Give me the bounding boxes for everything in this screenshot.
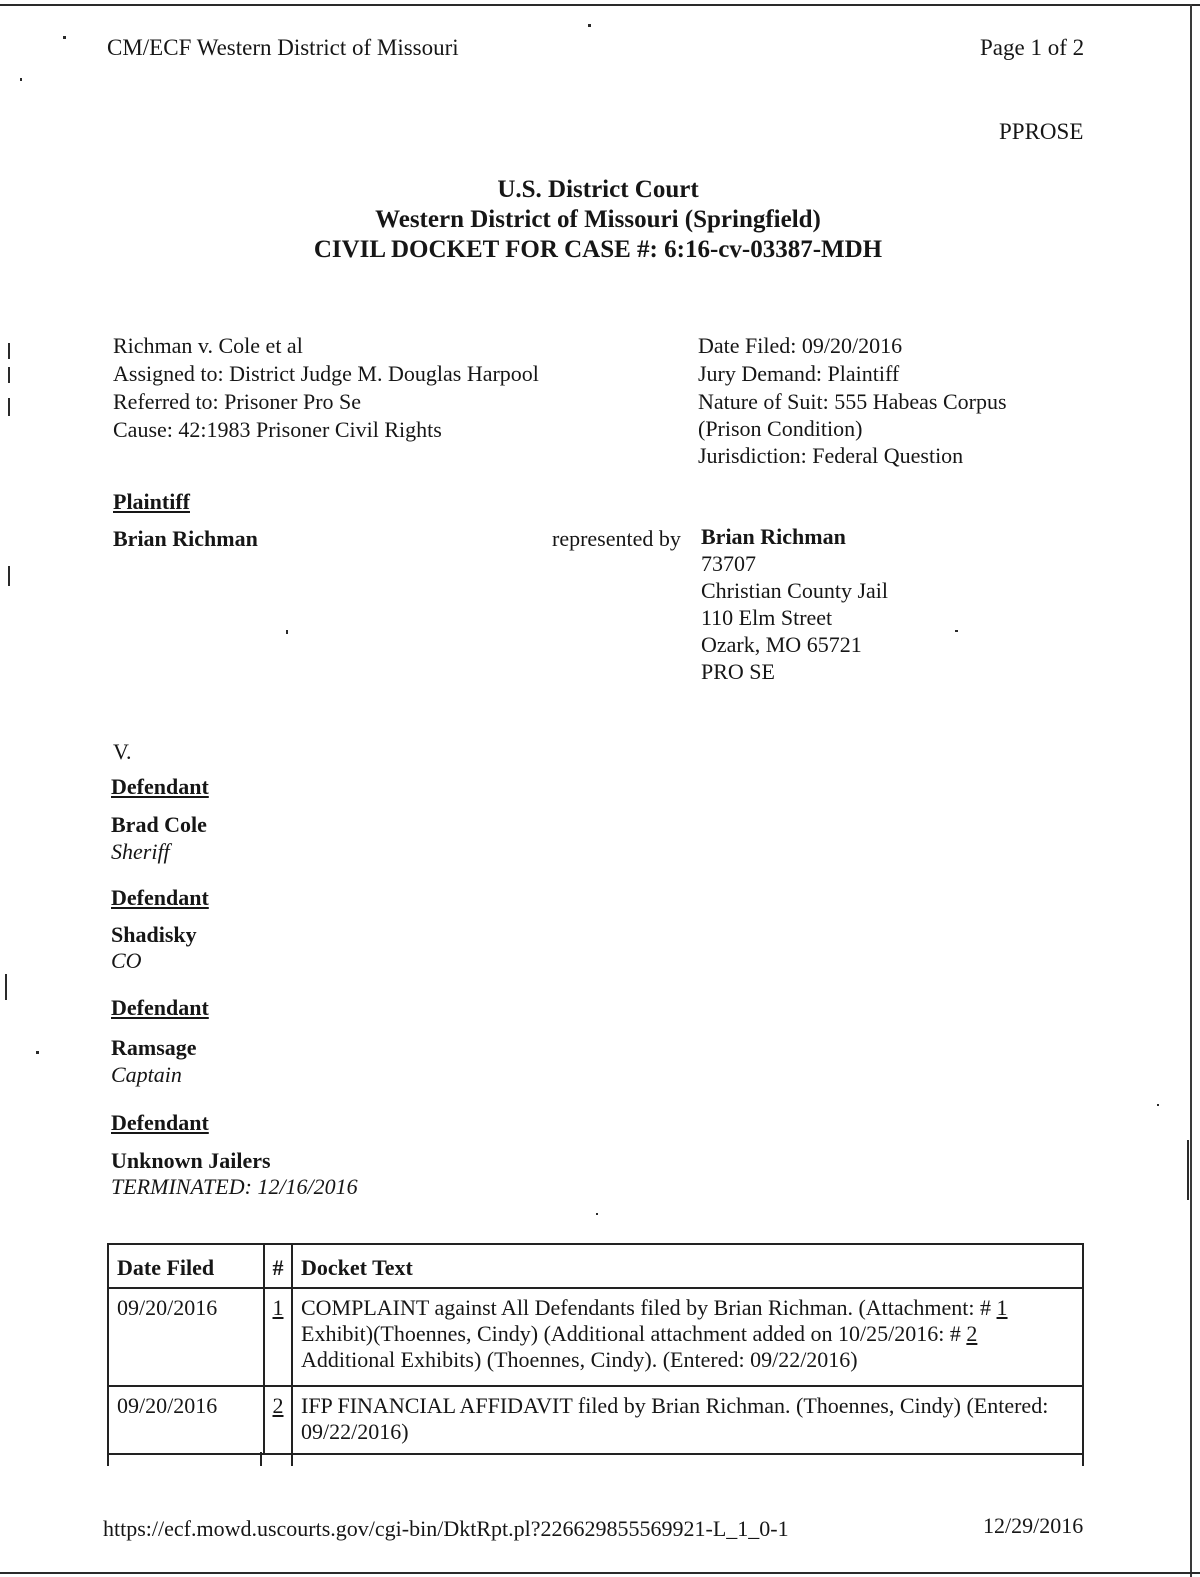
scan-speck bbox=[20, 78, 22, 81]
rep-status: PRO SE bbox=[701, 659, 775, 684]
attachment-link[interactable]: 2 bbox=[966, 1321, 978, 1346]
entry-text-part: Additional Exhibits) (Thoennes, Cindy). (Entered: 09/22/2016) bbox=[301, 1347, 858, 1372]
date-filed: Date Filed: 09/20/2016 bbox=[698, 333, 903, 358]
scan-speck bbox=[36, 1051, 39, 1054]
scan-line-mark bbox=[5, 974, 7, 1000]
scan-speck bbox=[1157, 1104, 1159, 1106]
jury-demand: Jury Demand: Plaintiff bbox=[698, 361, 900, 386]
nature-of-suit-detail: (Prison Condition) bbox=[698, 416, 863, 441]
attachment-link[interactable]: 1 bbox=[996, 1295, 1008, 1320]
nature-of-suit: Nature of Suit: 555 Habeas Corpus bbox=[698, 389, 1007, 414]
rep-inmate-number: 73707 bbox=[701, 551, 756, 576]
scan-speck bbox=[596, 1213, 598, 1215]
versus: V. bbox=[113, 739, 132, 764]
defendant-heading: Defendant bbox=[111, 1110, 209, 1135]
scan-line-mark bbox=[8, 343, 10, 359]
scan-speck bbox=[63, 36, 66, 39]
page-number: Page 1 of 2 bbox=[980, 35, 1085, 60]
scan-speck bbox=[588, 24, 591, 27]
defendant-heading: Defendant bbox=[111, 995, 209, 1020]
entry-text-part: COMPLAINT against All Defendants filed by Brian Richman. (Attachment: # bbox=[301, 1295, 997, 1320]
defendant-role: CO bbox=[111, 948, 142, 973]
docket-table bbox=[107, 1243, 1084, 1455]
defendant-role: Captain bbox=[111, 1062, 182, 1087]
table-row bbox=[108, 1288, 1083, 1386]
table-row bbox=[108, 1386, 1083, 1454]
defendant-heading: Defendant bbox=[111, 885, 209, 910]
scan-border-bottom bbox=[0, 1572, 1200, 1574]
defendant-name: Ramsage bbox=[111, 1035, 197, 1060]
rep-street: 110 Elm Street bbox=[701, 605, 833, 630]
defendant-terminated: TERMINATED: 12/16/2016 bbox=[111, 1174, 358, 1199]
court-district: Western District of Missouri (Springfield) bbox=[375, 206, 821, 233]
table-continuation bbox=[107, 1452, 1086, 1466]
court-name: U.S. District Court bbox=[497, 176, 699, 203]
pro-se-flag: PPROSE bbox=[999, 119, 1084, 144]
scan-line-mark bbox=[1187, 1140, 1189, 1200]
rep-facility: Christian County Jail bbox=[701, 578, 888, 603]
defendant-heading: Defendant bbox=[111, 774, 209, 799]
plaintiff-heading: Plaintiff bbox=[113, 489, 190, 514]
entry-date: 09/20/2016 bbox=[108, 1288, 264, 1386]
plaintiff-name: Brian Richman bbox=[113, 526, 258, 551]
table-header-row bbox=[108, 1244, 1083, 1288]
case-caption: Richman v. Cole et al bbox=[113, 333, 303, 358]
entry-number-link[interactable]: 1 bbox=[272, 1295, 284, 1320]
footer-date: 12/29/2016 bbox=[983, 1513, 1084, 1538]
defendant-name: Shadisky bbox=[111, 922, 197, 947]
column-header-number: # bbox=[264, 1244, 292, 1288]
assigned-judge: Assigned to: District Judge M. Douglas Harpool bbox=[113, 361, 539, 386]
represented-by-label: represented by bbox=[552, 526, 681, 551]
defendant-name: Brad Cole bbox=[111, 812, 207, 837]
jurisdiction: Jurisdiction: Federal Question bbox=[698, 443, 964, 468]
entry-text-part: IFP FINANCIAL AFFIDAVIT filed by Brian Richman. (Thoennes, Cindy) (Entered: 09/22/2016) bbox=[301, 1393, 1049, 1444]
entry-number-cell bbox=[264, 1386, 292, 1454]
scan-line-mark bbox=[8, 566, 10, 586]
entry-text bbox=[292, 1386, 1083, 1454]
rep-city: Ozark, MO 65721 bbox=[701, 632, 862, 657]
cause: Cause: 42:1983 Prisoner Civil Rights bbox=[113, 417, 442, 442]
column-header-docket-text: Docket Text bbox=[292, 1244, 1083, 1288]
entry-text bbox=[292, 1288, 1083, 1386]
entry-date: 09/20/2016 bbox=[108, 1386, 264, 1454]
column-header-date: Date Filed bbox=[108, 1244, 264, 1288]
scan-speck bbox=[286, 630, 288, 634]
scan-speck bbox=[955, 630, 958, 632]
footer-url[interactable]: https://ecf.mowd.uscourts.gov/cgi-bin/DktRpt.pl?226629855569921-L_1_0-1 bbox=[103, 1516, 789, 1541]
system-header: CM/ECF Western District of Missouri bbox=[107, 35, 459, 60]
representative-name: Brian Richman bbox=[701, 524, 846, 549]
referred-to: Referred to: Prisoner Pro Se bbox=[113, 389, 362, 414]
defendant-role: Sheriff bbox=[111, 839, 170, 864]
defendant-name: Unknown Jailers bbox=[111, 1148, 271, 1173]
docket-title: CIVIL DOCKET FOR CASE #: 6:16-cv-03387-MDH bbox=[313, 236, 883, 263]
scan-line-mark bbox=[8, 367, 10, 383]
scan-line-mark bbox=[8, 398, 10, 416]
entry-number-link[interactable]: 2 bbox=[272, 1393, 284, 1418]
entry-text-part: Exhibit)(Thoennes, Cindy) (Additional attachment added on 10/25/2016: # bbox=[301, 1321, 967, 1346]
scan-border-top bbox=[0, 4, 1200, 6]
entry-number-cell bbox=[264, 1288, 292, 1386]
